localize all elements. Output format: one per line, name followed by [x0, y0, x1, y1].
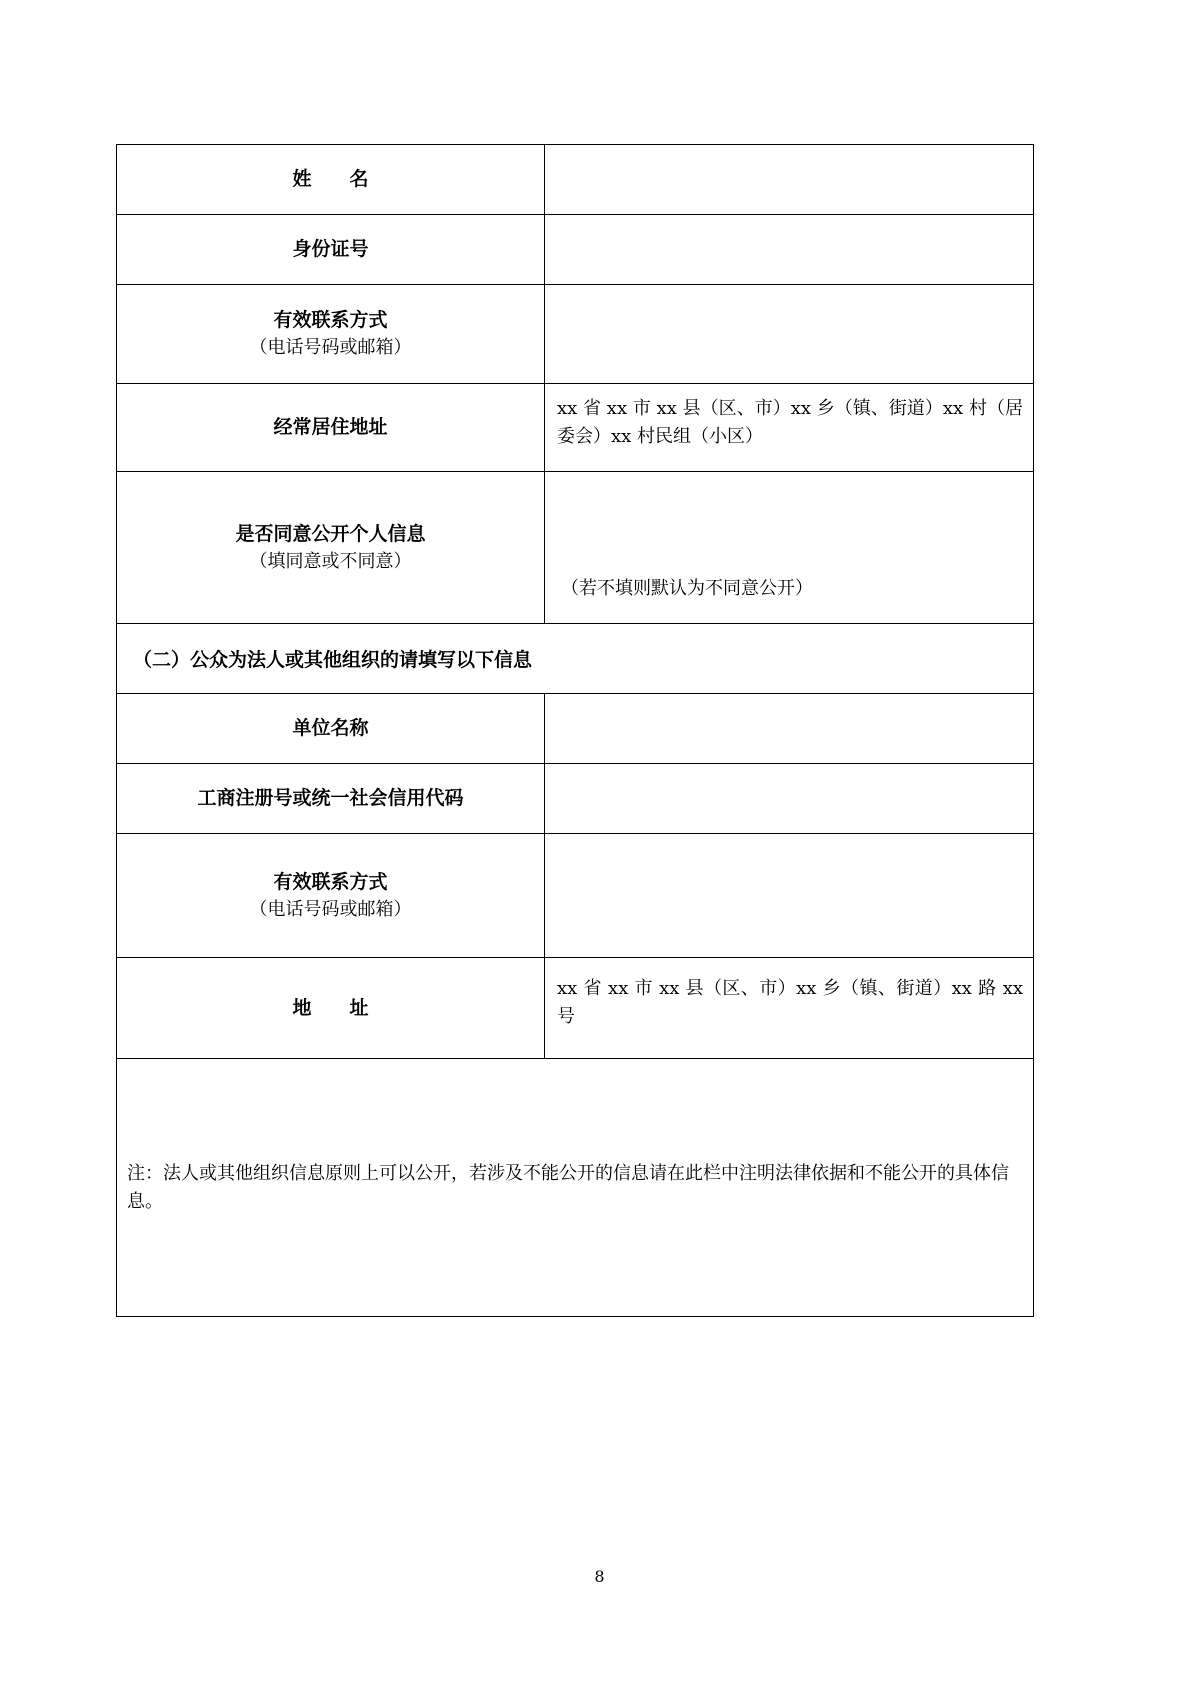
row-org-heading [117, 624, 1034, 694]
note-cell[interactable] [117, 1059, 1034, 1317]
org-contact-label-cell [117, 834, 545, 958]
row-unit [117, 694, 1034, 764]
contact-label: 有效联系方式 [273, 309, 388, 331]
unit-label-cell [117, 694, 545, 764]
row-note [117, 1059, 1034, 1317]
contact-label-cell [117, 285, 545, 384]
row-id [117, 215, 1034, 285]
address-value: xx 省 xx 市 xx 县（区、市）xx 乡（镇、街道）xx 路 xx 号 [557, 978, 1023, 1027]
row-reg [117, 764, 1034, 834]
consent-label-cell [117, 472, 545, 624]
org-contact-label: 有效联系方式 [273, 870, 388, 893]
id-input-cell[interactable] [545, 215, 1034, 285]
contact-input-cell[interactable] [545, 285, 1034, 384]
consent-hint: （若不填则默认为不同意公开） [561, 577, 813, 599]
row-name [117, 145, 1034, 215]
row-contact [117, 285, 1034, 384]
note-text: 注：法人或其他组织信息原则上可以公开，若涉及不能公开的信息请在此栏中注明法律依据和不能公开的具体信息。 [127, 1162, 1009, 1212]
name-label: 姓 名 [292, 168, 369, 190]
address-label-cell [117, 958, 545, 1059]
id-label-cell [117, 215, 545, 285]
org-contact-input-cell[interactable] [545, 834, 1034, 958]
reg-input-cell[interactable] [545, 764, 1034, 834]
residence-label-cell [117, 384, 545, 472]
row-address [117, 958, 1034, 1059]
residence-value: xx 省 xx 市 xx 县（区、市）xx 乡（镇、街道）xx 村（居委会）xx 村民组（小区） [557, 397, 1023, 447]
consent-sublabel: （填同意或不同意） [249, 550, 412, 572]
row-residence [117, 384, 1034, 472]
row-consent [117, 472, 1034, 624]
id-label: 身份证号 [292, 238, 369, 260]
address-label: 地 址 [292, 996, 369, 1019]
unit-input-cell[interactable] [545, 694, 1034, 764]
org-contact-sublabel: （电话号码或邮箱） [249, 898, 412, 920]
name-label-cell [117, 145, 545, 215]
reg-label-cell [117, 764, 545, 834]
org-section-heading: （二）公众为法人或其他组织的请填写以下信息 [117, 624, 1034, 694]
residence-input-cell[interactable] [545, 384, 1034, 472]
contact-sublabel: （电话号码或邮箱） [249, 337, 412, 358]
info-form-table [116, 144, 1034, 1317]
consent-input-cell[interactable] [545, 472, 1034, 624]
address-input-cell[interactable] [545, 958, 1034, 1059]
name-input-cell[interactable] [545, 145, 1034, 215]
row-org-contact [117, 834, 1034, 958]
consent-label: 是否同意公开个人信息 [235, 522, 426, 545]
page-number: 8 [594, 1567, 605, 1586]
residence-label: 经常居住地址 [273, 416, 388, 438]
unit-label: 单位名称 [292, 717, 369, 739]
reg-label: 工商注册号或统一社会信用代码 [197, 787, 464, 809]
